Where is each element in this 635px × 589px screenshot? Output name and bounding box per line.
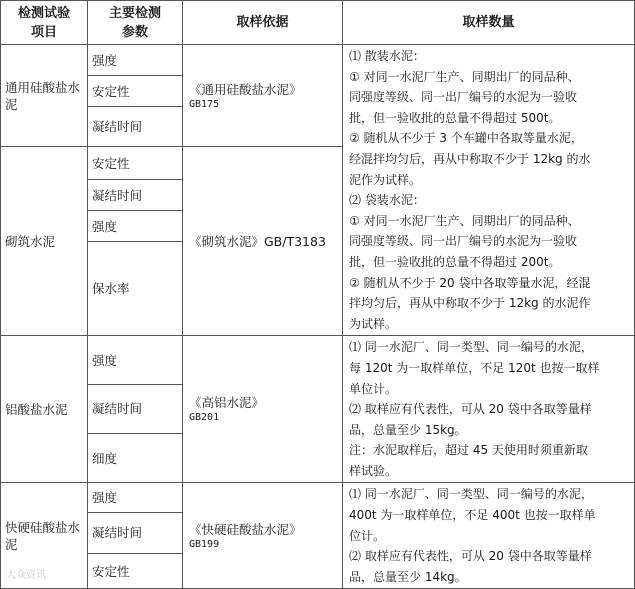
test-item-cell: 通用硅酸盐水泥 bbox=[1, 45, 88, 147]
sampling-line: ⑵ 取样应有代表性，可从 20 袋中各取等量样 bbox=[349, 402, 592, 417]
sampling-block-1 bbox=[349, 46, 631, 334]
header-test-item-line1: 检测试验 bbox=[17, 5, 70, 21]
watermark: 大众资讯 bbox=[6, 570, 46, 581]
sampling-line: 400t 为一取样单位，不足 400t 也按一取样单 bbox=[349, 508, 596, 523]
sampling-line: ⑵ 取样应有代表性，可从 20 袋中各取等量样 bbox=[349, 549, 592, 564]
header-params-line1: 主要检测 bbox=[108, 5, 161, 21]
basis-standard: GB201 bbox=[189, 412, 220, 424]
param-cell: 安定性 bbox=[88, 76, 183, 107]
sampling-line: 每 120t 为一取样单位，不足 120t 也按一取样 bbox=[349, 360, 600, 375]
param-cell: 安定性 bbox=[88, 147, 183, 180]
sampling-line: ⑵ 袋装水泥： bbox=[349, 193, 425, 208]
sampling-line: ⑴ 同一水泥厂、同一类型、同一编号的水泥， bbox=[349, 340, 593, 355]
param-cell: 凝结时间 bbox=[88, 107, 183, 147]
sampling-line: 拌均匀后，再从中称取不少于 12kg 的水泥作 bbox=[349, 296, 591, 311]
sampling-cell-3 bbox=[343, 483, 635, 589]
sampling-line: 经混拌均匀后，再从中称取不少于 12kg 的水 bbox=[349, 151, 591, 166]
basis-title: 《砌筑水泥》GB/T3183 bbox=[189, 233, 326, 249]
header-test-item-line2: 项目 bbox=[30, 24, 57, 40]
basis-title: 《高铝水泥》 bbox=[189, 395, 265, 411]
header-params-line2: 参数 bbox=[121, 24, 148, 40]
param-cell: 凝结时间 bbox=[88, 384, 183, 433]
sampling-line: 泥作为试样。 bbox=[349, 172, 422, 187]
param-cell: 细度 bbox=[88, 434, 183, 483]
sampling-line: ② 随机从不少于 3 个车罐中各取等量水泥， bbox=[349, 131, 583, 146]
sampling-line: ② 随机从不少于 20 袋中各取等量水泥，经混 bbox=[349, 275, 591, 290]
table-row bbox=[1, 483, 635, 512]
test-item-cell: 铝酸盐水泥 bbox=[1, 336, 88, 483]
sampling-line: 同强度等级、同一出厂编号的水泥为一验收 bbox=[349, 234, 578, 249]
sampling-line: 为试样。 bbox=[349, 316, 398, 331]
param-cell: 凝结时间 bbox=[88, 180, 183, 211]
param-cell: 强度 bbox=[88, 45, 183, 76]
header-quantity: 取样数量 bbox=[343, 1, 635, 45]
sampling-line: ① 对同一水泥厂生产、同期出厂的同品种、 bbox=[349, 213, 580, 228]
param-cell: 凝结时间 bbox=[88, 512, 183, 554]
sampling-line: 品，总量至少 14kg。 bbox=[349, 569, 467, 584]
basis-standard: GB199 bbox=[189, 538, 220, 550]
header-test-item bbox=[1, 1, 88, 45]
param-cell: 强度 bbox=[88, 211, 183, 242]
basis-cell bbox=[183, 45, 343, 147]
table-row bbox=[1, 336, 635, 384]
sampling-line: 单位计。 bbox=[349, 381, 398, 396]
basis-cell bbox=[183, 483, 343, 589]
sampling-line: ⑴ 同一水泥厂、同一类型、同一编号的水泥， bbox=[349, 487, 593, 502]
sampling-line: 注：水泥取样后，超过 45 天使用时须重新取 bbox=[349, 443, 588, 458]
sampling-line: ① 对同一水泥厂生产、同期出厂的同品种、 bbox=[349, 69, 580, 84]
basis-standard: GB175 bbox=[189, 98, 220, 110]
sampling-cell-1 bbox=[343, 45, 635, 336]
test-item-cell: 砌筑水泥 bbox=[1, 147, 88, 336]
basis-cell bbox=[183, 147, 343, 336]
basis-title: 《快硬硅酸盐水泥》 bbox=[189, 521, 302, 537]
param-cell: 强度 bbox=[88, 483, 183, 512]
basis-cell bbox=[183, 336, 343, 483]
header-basis: 取样依据 bbox=[183, 1, 343, 45]
sampling-cell-2 bbox=[343, 336, 635, 483]
table-row bbox=[1, 45, 635, 76]
sampling-line: 样试验。 bbox=[349, 463, 398, 478]
param-cell: 保水率 bbox=[88, 242, 183, 336]
sampling-block-3 bbox=[349, 484, 631, 587]
sampling-line: 同强度等级、同一出厂编号的水泥为一验收 bbox=[349, 90, 578, 105]
param-cell: 强度 bbox=[88, 336, 183, 384]
sampling-line: 批，但一验收批的总量不得超过 200t。 bbox=[349, 254, 561, 269]
sampling-line: 品，总量至少 15kg。 bbox=[349, 422, 467, 437]
header-row bbox=[1, 1, 635, 45]
header-params bbox=[88, 1, 183, 45]
sampling-line: 批，但一验收批的总量不得超过 500t。 bbox=[349, 110, 561, 125]
sampling-block-2 bbox=[349, 337, 631, 481]
test-item-cell: 快硬硅酸盐水泥 bbox=[1, 483, 88, 589]
sampling-line: 位计。 bbox=[349, 528, 386, 543]
basis-title: 《通用硅酸盐水泥》 bbox=[189, 81, 302, 97]
sampling-line: ⑴ 散装水泥： bbox=[349, 49, 425, 63]
param-cell: 安定性 bbox=[88, 554, 183, 589]
